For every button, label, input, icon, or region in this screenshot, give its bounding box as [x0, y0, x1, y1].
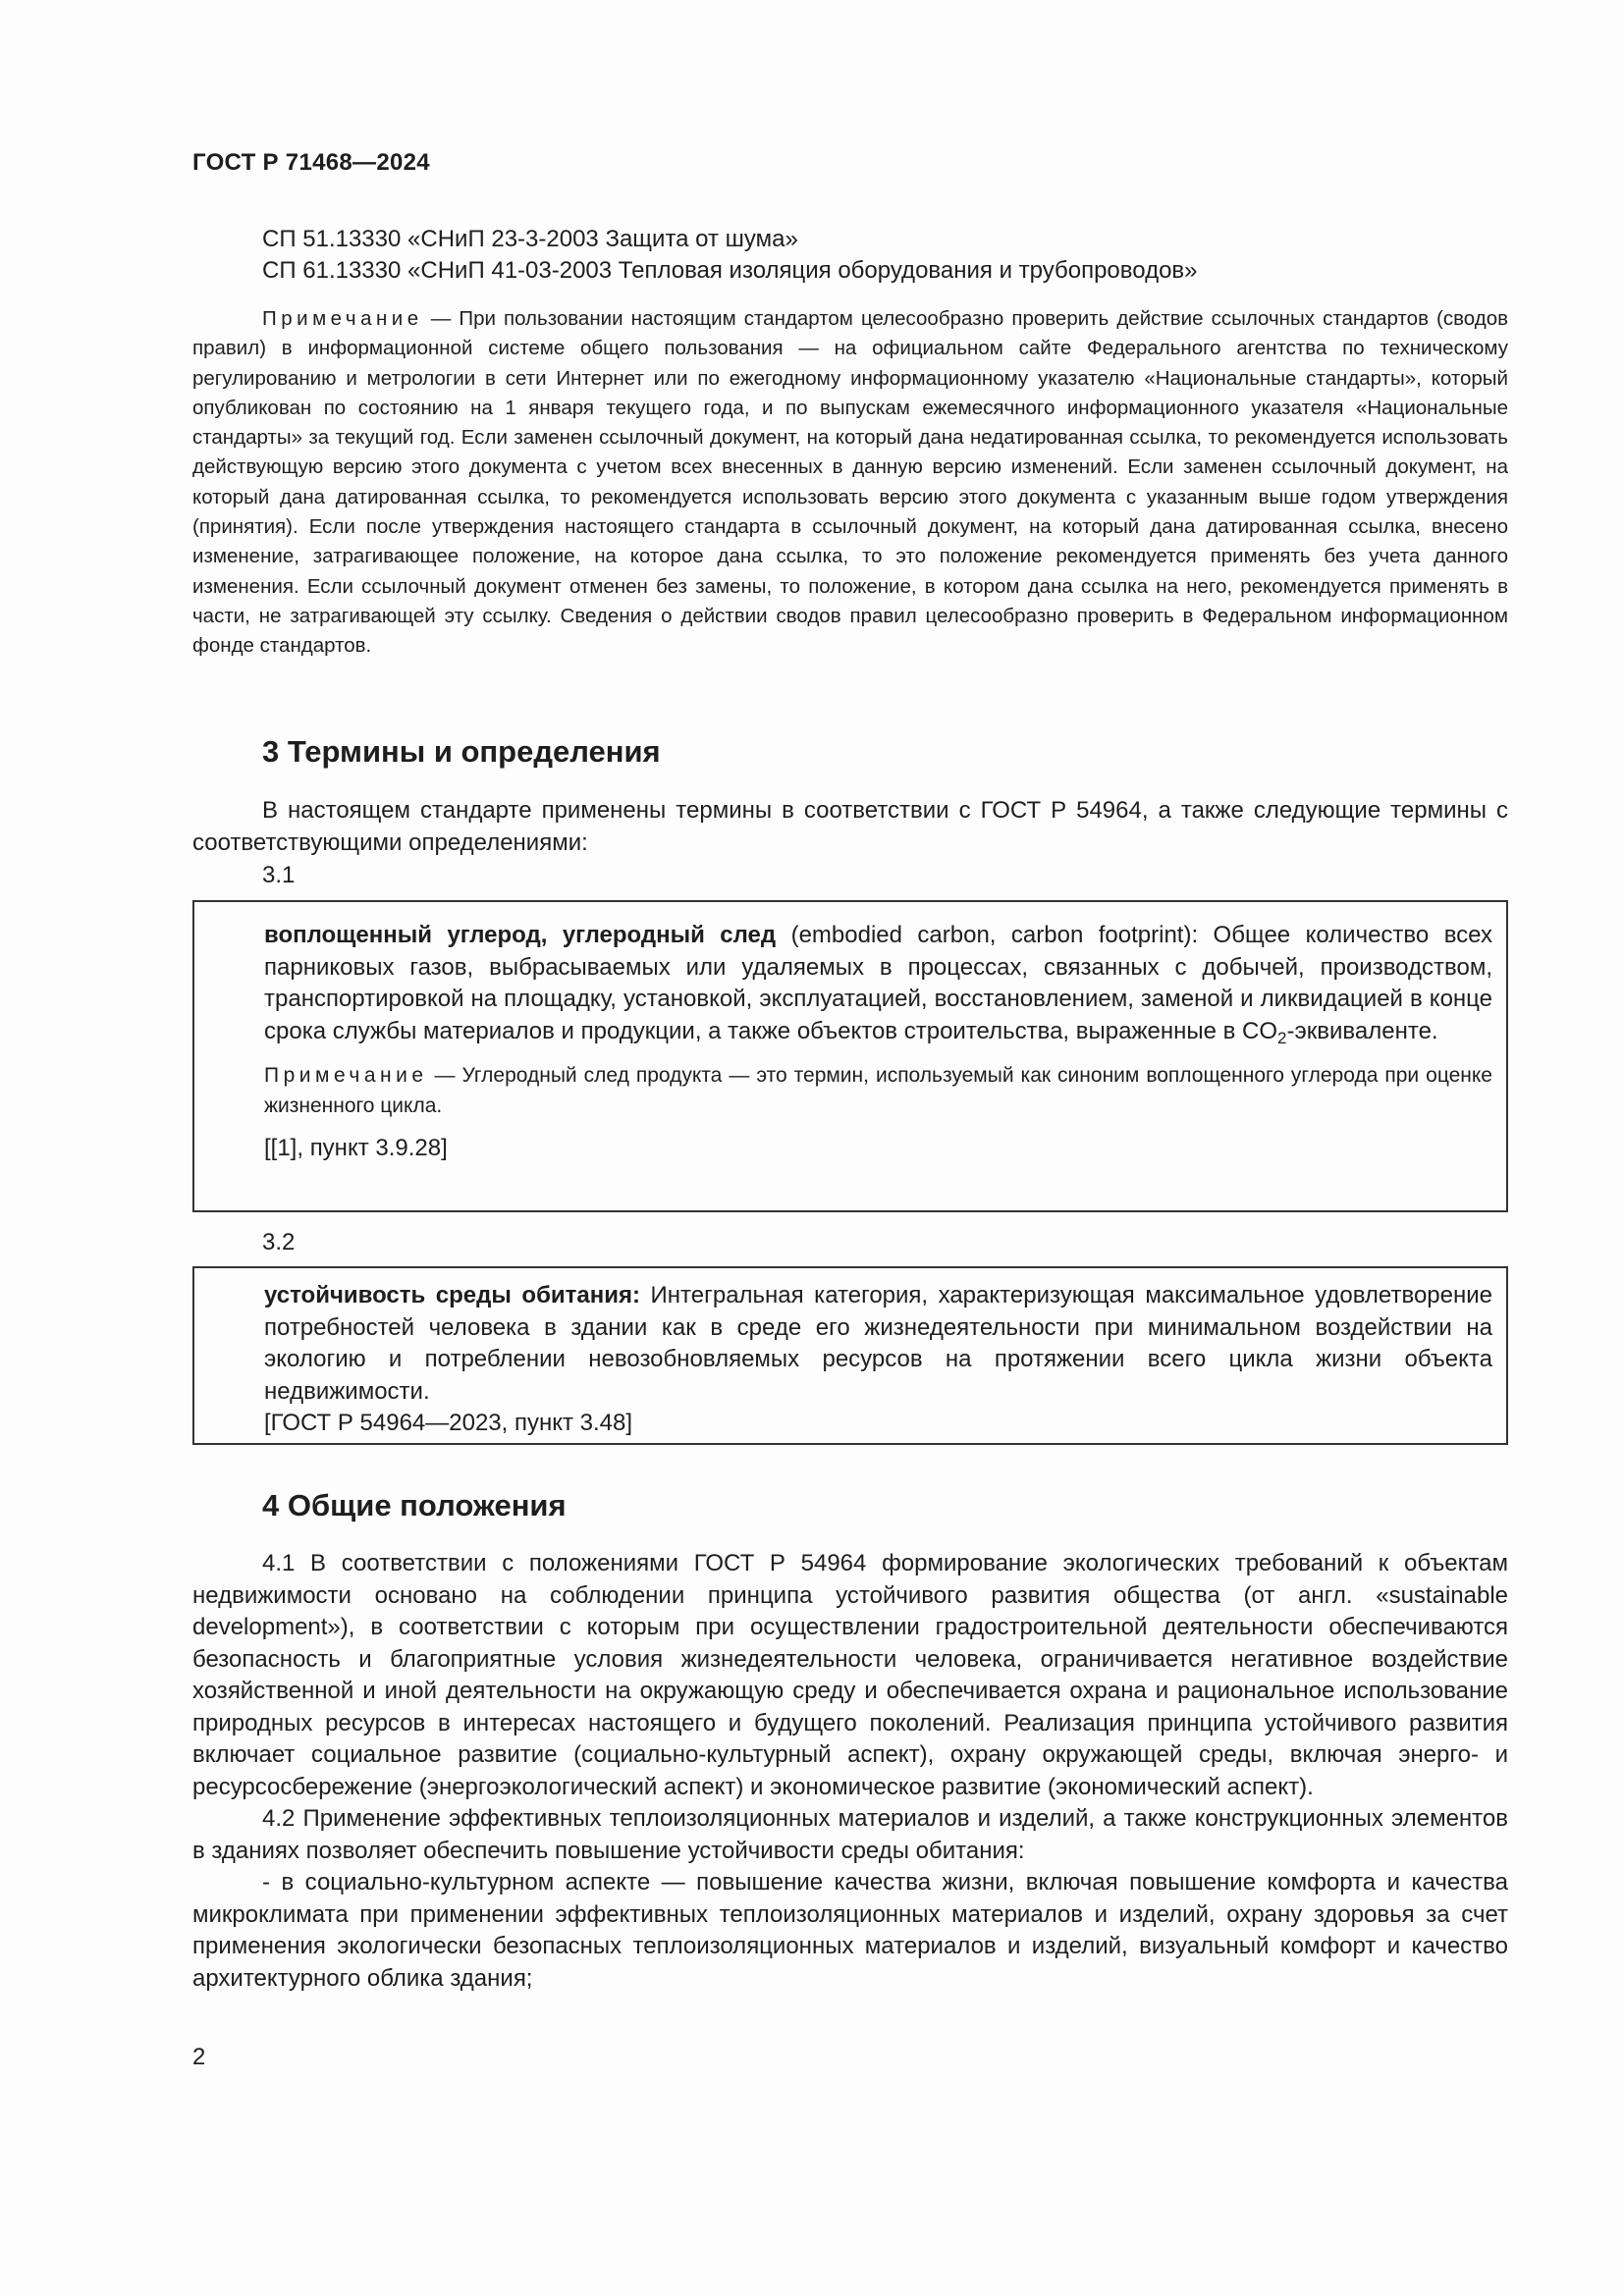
term-source: [[1], пункт 3.9.28]	[264, 1135, 448, 1161]
section-3-title: 3 Термины и определения	[262, 734, 661, 769]
paragraph: - в социально-культурном аспекте — повышение качества жизни, включая повышение комфорта и качества микроклимата при применении эффективных теплоизоляционных материалов и изделий, охрану здоровья за счет применения экологически безопасных теплоизоляционных материалов и изделий, визуальный комфорт и качество архитектурного облика здания;	[192, 1869, 1508, 1992]
reference-list	[192, 224, 1508, 287]
term-number: 3.2	[262, 1229, 296, 1255]
page-number: 2	[192, 2044, 206, 2070]
note-label: Примечание	[264, 1064, 428, 1087]
term-definition: воплощенный углерод, углеродный след (embodied carbon, carbon footprint): Общее количество всех парниковых газов, выбрасываемых или удаляемых в процессах, связанных с добычей, производством, транспортировкой на площадку, установкой, эксплуатацией, восстановлением, заменой и ликвидацией в конце срока службы материалов и продукции, а также объектов строительства, выраженные в $CO_2$-эквиваленте.	[264, 922, 1492, 1047]
reference-item: СП 61.13330 «СНиП 41-03-2003 Тепловая изоляция оборудования и трубопроводов»	[262, 257, 1198, 284]
reference-item: СП 51.13330 «СНиП 23-3-2003 Защита от шума»	[262, 226, 798, 252]
term-name: устойчивость среды обитания:	[264, 1282, 640, 1308]
section-4-title: 4 Общие положения	[262, 1488, 567, 1522]
document-header: ГОСТ Р 71468—2024	[192, 149, 430, 176]
paragraph: 4.1 В соответствии с положениями ГОСТ Р 54964 формирование экологических требований к объектам недвижимости основано на соблюдении принципа устойчивого развития общества (от англ. «sustainable development»), в соответствии с которым при осуществлении градостроительной деятельности обеспечиваются безопасность и благоприятные условия жизнедеятельности человека, ограничивается негативное воздействие хозяйственной и иной деятельности на окружающую среду и обеспечивается охрана и рациональное использование природных ресурсов в интересах настоящего и будущего поколений. Реализация принципа устойчивого развития включает социальное развитие (социально-культурный аспект), охрану окружающей среды, включая энерго- и ресурсосбережение (энергоэкологический аспект) и экономическое развитие (экономический аспект).	[192, 1550, 1508, 1800]
paragraph: 4.2 Применение эффективных теплоизоляционных материалов и изделий, а также конструкционных элементов в зданиях позволяет обеспечить повышение устойчивости среды обитания:	[192, 1805, 1508, 1864]
term-source: [ГОСТ Р 54964—2023, пункт 3.48]	[264, 1410, 633, 1436]
references-note	[192, 304, 1508, 662]
note-text: — Углеродный след продукта — это термин, используемый как синоним воплощенного углерода при оценке жизненного цикла.	[264, 1064, 1492, 1117]
term-box-3-1	[192, 900, 1508, 1212]
section-4-body	[192, 1548, 1508, 1995]
section-3-intro: В настоящем стандарте применены термины в соответствии с ГОСТ Р 54964, а также следующие термины с соответствующими определениями:	[192, 797, 1508, 856]
term-note	[264, 1061, 1492, 1121]
note-label: Примечание	[262, 307, 423, 330]
term-box-3-2	[192, 1266, 1508, 1445]
term-number: 3.1	[262, 862, 296, 888]
term-name: воплощенный углерод, углеродный след	[264, 922, 777, 948]
term-definition: устойчивость среды обитания: Интегральная категория, характеризующая максимальное удовлетворение потребностей человека в здании как в среде его жизнедеятельности при минимальном воздействии на экологию и потреблении невозобновляемых ресурсов на протяжении всего цикла жизни объекта недвижимости.	[264, 1282, 1493, 1405]
note-text: — При пользовании настоящим стандартом целесообразно проверить действие ссылочных стандартов (сводов правил) в информационной системе общего пользования — на официальном сайте Федерального агентства по техническому регулированию и метрологии в сети Интернет или по ежегодному информационному указателю «Национальные стандарты», который опубликован по состоянию на 1 января текущего года, и по выпускам ежемесячного информационного указателя «Национальные стандарты» за текущий год. Если заменен ссылочный документ, на который дана недатированная ссылка, то рекомендуется использовать действующую версию этого документа с учетом всех внесенных в данную версию изменений. Если заменен ссылочный документ, на который дана датированная ссылка, то рекомендуется использовать версию этого документа с указанным выше годом утверждения (принятия). Если после утверждения настоящего стандарта в ссылочный документ, на который дана датированная ссылка, внесено изменение, затрагивающее положение, на которое дана ссылка, то это положение рекомендуется применять без учета данного изменения. Если ссылочный документ отменен без замены, то положение, в котором дана ссылка на него, рекомендуется применять в части, не затрагивающей эту ссылку. Сведения о действии сводов правил целесообразно проверить в Федеральном информационном фонде стандартов.	[192, 307, 1508, 658]
